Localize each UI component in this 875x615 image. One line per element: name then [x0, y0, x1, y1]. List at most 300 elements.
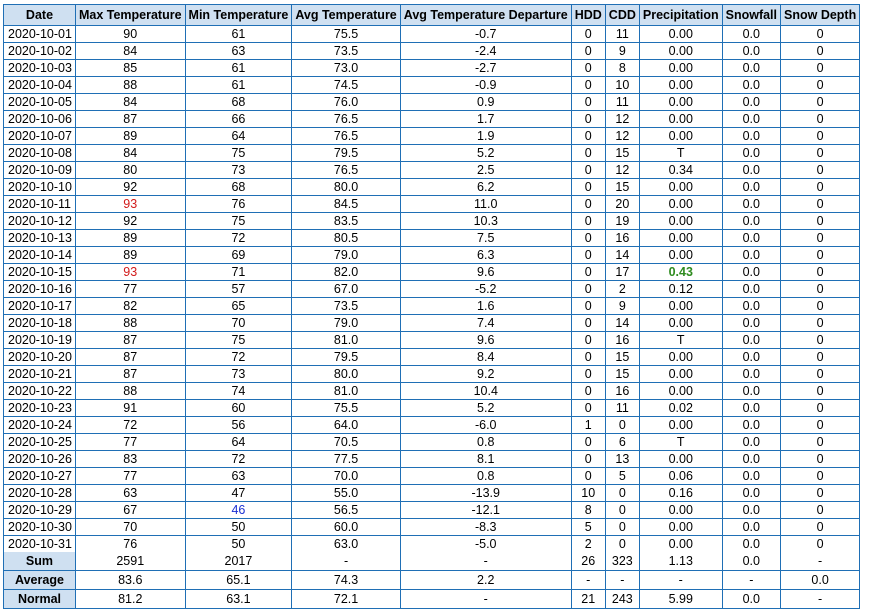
cell-min-temperature: 60 [186, 400, 293, 417]
cell-precipitation: 0.00 [640, 111, 723, 128]
cell-avg-temperature-departure: 0.9 [401, 94, 572, 111]
table-row [4, 179, 859, 196]
cell-snowfall: 0.0 [723, 298, 781, 315]
cell-max-temperature: 87 [76, 366, 186, 383]
cell-max-temperature: 67 [76, 502, 186, 519]
column-header-snow-depth: Snow Depth [781, 5, 859, 26]
cell-cdd: 9 [606, 43, 640, 60]
table-row [4, 128, 859, 145]
cell-snow-depth: 0 [781, 315, 859, 332]
cell-min-temperature: 61 [186, 26, 293, 43]
table-row [4, 77, 859, 94]
table-row [4, 162, 859, 179]
cell-hdd: 0 [572, 179, 606, 196]
cell-cdd: 0 [606, 536, 640, 552]
cell-snow-depth: 0 [781, 349, 859, 366]
cell-max-temperature: 85 [76, 60, 186, 77]
daily-climate-table [3, 4, 860, 609]
cell-precipitation: 0.00 [640, 298, 723, 315]
cell-avg-temperature: 81.0 [292, 383, 400, 400]
cell-max-temperature: 80 [76, 162, 186, 179]
cell-avg-temperature-departure: -6.0 [401, 417, 572, 434]
cell-snowfall: 0.0 [723, 451, 781, 468]
cell-hdd: 0 [572, 264, 606, 281]
table-row [4, 434, 859, 451]
cell-precipitation: 0.00 [640, 128, 723, 145]
cell-snow-depth: 0 [781, 162, 859, 179]
summary-cell-snowfall: 0.0 [723, 552, 781, 571]
summary-cell-avg-temperature-departure: 2.2 [401, 571, 572, 590]
cell-cdd: 20 [606, 196, 640, 213]
table-row [4, 298, 859, 315]
cell-snowfall: 0.0 [723, 43, 781, 60]
cell-date: 2020-10-08 [4, 145, 76, 162]
cell-cdd: 15 [606, 145, 640, 162]
cell-snow-depth: 0 [781, 60, 859, 77]
table-row [4, 349, 859, 366]
cell-avg-temperature-departure: -12.1 [401, 502, 572, 519]
cell-avg-temperature-departure: 6.2 [401, 179, 572, 196]
cell-precipitation: 0.00 [640, 349, 723, 366]
cell-cdd: 11 [606, 94, 640, 111]
table-row [4, 485, 859, 502]
cell-snowfall: 0.0 [723, 383, 781, 400]
summary-cell-snowfall: - [723, 571, 781, 590]
summary-label: Average [4, 571, 76, 590]
cell-avg-temperature-departure: 0.8 [401, 468, 572, 485]
cell-precipitation: 0.12 [640, 281, 723, 298]
column-header-avg-temperature-departure: Avg Temperature Departure [401, 5, 572, 26]
cell-hdd: 0 [572, 468, 606, 485]
cell-hdd: 0 [572, 196, 606, 213]
cell-snow-depth: 0 [781, 298, 859, 315]
cell-snow-depth: 0 [781, 111, 859, 128]
cell-avg-temperature-departure: 7.4 [401, 315, 572, 332]
cell-max-temperature: 93 [76, 196, 186, 213]
cell-date: 2020-10-15 [4, 264, 76, 281]
cell-hdd: 0 [572, 298, 606, 315]
column-header-cdd: CDD [606, 5, 640, 26]
cell-max-temperature: 76 [76, 536, 186, 552]
cell-precipitation: 0.00 [640, 230, 723, 247]
cell-snowfall: 0.0 [723, 94, 781, 111]
cell-precipitation: 0.00 [640, 196, 723, 213]
summary-cell-cdd: 323 [606, 552, 640, 571]
climate-table-container [3, 4, 860, 609]
cell-cdd: 0 [606, 417, 640, 434]
cell-hdd: 2 [572, 536, 606, 552]
cell-date: 2020-10-16 [4, 281, 76, 298]
cell-max-temperature: 72 [76, 417, 186, 434]
cell-snowfall: 0.0 [723, 213, 781, 230]
cell-avg-temperature-departure: -2.4 [401, 43, 572, 60]
cell-max-temperature: 82 [76, 298, 186, 315]
cell-avg-temperature: 73.5 [292, 298, 400, 315]
cell-avg-temperature: 64.0 [292, 417, 400, 434]
cell-max-temperature: 89 [76, 247, 186, 264]
cell-precipitation: 0.00 [640, 417, 723, 434]
cell-min-temperature: 76 [186, 196, 293, 213]
cell-snow-depth: 0 [781, 485, 859, 502]
summary-cell-snowfall: 0.0 [723, 590, 781, 608]
cell-min-temperature: 50 [186, 519, 293, 536]
table-row [4, 315, 859, 332]
cell-date: 2020-10-07 [4, 128, 76, 145]
cell-avg-temperature-departure: 8.1 [401, 451, 572, 468]
table-row [4, 213, 859, 230]
cell-min-temperature: 63 [186, 468, 293, 485]
cell-precipitation: 0.00 [640, 519, 723, 536]
cell-avg-temperature-departure: -0.9 [401, 77, 572, 94]
cell-avg-temperature: 79.5 [292, 145, 400, 162]
table-row [4, 400, 859, 417]
cell-min-temperature: 65 [186, 298, 293, 315]
table-row [4, 111, 859, 128]
summary-cell-precipitation: 1.13 [640, 552, 723, 571]
cell-snowfall: 0.0 [723, 60, 781, 77]
column-header-snowfall: Snowfall [723, 5, 781, 26]
cell-snow-depth: 0 [781, 264, 859, 281]
cell-avg-temperature: 77.5 [292, 451, 400, 468]
cell-hdd: 0 [572, 77, 606, 94]
cell-snowfall: 0.0 [723, 196, 781, 213]
cell-cdd: 12 [606, 162, 640, 179]
cell-cdd: 9 [606, 298, 640, 315]
cell-hdd: 0 [572, 366, 606, 383]
cell-date: 2020-10-23 [4, 400, 76, 417]
cell-avg-temperature-departure: 7.5 [401, 230, 572, 247]
cell-avg-temperature-departure: 9.6 [401, 332, 572, 349]
cell-date: 2020-10-27 [4, 468, 76, 485]
cell-hdd: 0 [572, 383, 606, 400]
cell-hdd: 0 [572, 128, 606, 145]
cell-avg-temperature: 76.5 [292, 111, 400, 128]
summary-cell-max-temperature: 81.2 [76, 590, 186, 608]
cell-snow-depth: 0 [781, 519, 859, 536]
cell-cdd: 17 [606, 264, 640, 281]
cell-precipitation: 0.00 [640, 43, 723, 60]
cell-max-temperature: 87 [76, 349, 186, 366]
cell-cdd: 8 [606, 60, 640, 77]
summary-cell-cdd: - [606, 571, 640, 590]
cell-snowfall: 0.0 [723, 230, 781, 247]
cell-min-temperature: 73 [186, 162, 293, 179]
cell-min-temperature: 72 [186, 230, 293, 247]
cell-cdd: 12 [606, 111, 640, 128]
table-row [4, 196, 859, 213]
cell-hdd: 0 [572, 145, 606, 162]
cell-snow-depth: 0 [781, 281, 859, 298]
cell-snow-depth: 0 [781, 451, 859, 468]
cell-precipitation: 0.00 [640, 451, 723, 468]
cell-cdd: 16 [606, 332, 640, 349]
cell-date: 2020-10-06 [4, 111, 76, 128]
summary-cell-avg-temperature: - [292, 552, 400, 571]
cell-snowfall: 0.0 [723, 162, 781, 179]
summary-cell-snow-depth: - [781, 552, 859, 571]
cell-snowfall: 0.0 [723, 434, 781, 451]
cell-max-temperature: 91 [76, 400, 186, 417]
cell-precipitation: 0.00 [640, 366, 723, 383]
cell-precipitation: 0.06 [640, 468, 723, 485]
cell-min-temperature: 69 [186, 247, 293, 264]
cell-min-temperature: 61 [186, 77, 293, 94]
cell-snowfall: 0.0 [723, 247, 781, 264]
daily-rows [4, 26, 859, 552]
cell-snow-depth: 0 [781, 94, 859, 111]
cell-date: 2020-10-12 [4, 213, 76, 230]
cell-precipitation: T [640, 434, 723, 451]
cell-avg-temperature: 79.0 [292, 315, 400, 332]
summary-cell-max-temperature: 2591 [76, 552, 186, 571]
column-header-precipitation: Precipitation [640, 5, 723, 26]
cell-min-temperature: 73 [186, 366, 293, 383]
cell-min-temperature: 74 [186, 383, 293, 400]
cell-date: 2020-10-03 [4, 60, 76, 77]
cell-date: 2020-10-19 [4, 332, 76, 349]
cell-avg-temperature: 56.5 [292, 502, 400, 519]
cell-avg-temperature: 70.0 [292, 468, 400, 485]
cell-avg-temperature: 75.5 [292, 26, 400, 43]
column-header-date: Date [4, 5, 76, 26]
cell-max-temperature: 84 [76, 94, 186, 111]
table-row [4, 264, 859, 281]
table-row [4, 230, 859, 247]
cell-avg-temperature: 74.5 [292, 77, 400, 94]
cell-hdd: 0 [572, 111, 606, 128]
cell-snowfall: 0.0 [723, 128, 781, 145]
table-row [4, 519, 859, 536]
cell-snow-depth: 0 [781, 417, 859, 434]
cell-precipitation: 0.00 [640, 26, 723, 43]
summary-rows [4, 552, 859, 608]
cell-avg-temperature: 84.5 [292, 196, 400, 213]
cell-avg-temperature-departure: -2.7 [401, 60, 572, 77]
cell-cdd: 15 [606, 366, 640, 383]
cell-cdd: 16 [606, 230, 640, 247]
cell-max-temperature: 88 [76, 77, 186, 94]
cell-snow-depth: 0 [781, 128, 859, 145]
cell-hdd: 0 [572, 451, 606, 468]
cell-cdd: 5 [606, 468, 640, 485]
cell-avg-temperature-departure: 8.4 [401, 349, 572, 366]
cell-snowfall: 0.0 [723, 332, 781, 349]
table-row [4, 247, 859, 264]
cell-snowfall: 0.0 [723, 417, 781, 434]
summary-cell-min-temperature: 2017 [186, 552, 293, 571]
cell-precipitation: 0.00 [640, 247, 723, 264]
summary-cell-avg-temperature-departure: - [401, 590, 572, 608]
summary-cell-min-temperature: 65.1 [186, 571, 293, 590]
cell-cdd: 13 [606, 451, 640, 468]
cell-precipitation: 0.00 [640, 213, 723, 230]
cell-date: 2020-10-20 [4, 349, 76, 366]
cell-min-temperature: 56 [186, 417, 293, 434]
cell-avg-temperature: 76.5 [292, 162, 400, 179]
cell-max-temperature: 70 [76, 519, 186, 536]
cell-avg-temperature: 79.0 [292, 247, 400, 264]
cell-snowfall: 0.0 [723, 519, 781, 536]
summary-cell-precipitation: - [640, 571, 723, 590]
cell-avg-temperature-departure: 10.4 [401, 383, 572, 400]
cell-snowfall: 0.0 [723, 502, 781, 519]
cell-snow-depth: 0 [781, 332, 859, 349]
table-row [4, 366, 859, 383]
column-header-min-temperature: Min Temperature [186, 5, 293, 26]
table-row [4, 332, 859, 349]
summary-cell-hdd: 26 [572, 552, 606, 571]
cell-avg-temperature: 55.0 [292, 485, 400, 502]
cell-hdd: 0 [572, 247, 606, 264]
cell-snow-depth: 0 [781, 179, 859, 196]
cell-precipitation: 0.43 [640, 264, 723, 281]
cell-snow-depth: 0 [781, 43, 859, 60]
cell-snow-depth: 0 [781, 213, 859, 230]
cell-avg-temperature-departure: 5.2 [401, 400, 572, 417]
cell-max-temperature: 89 [76, 128, 186, 145]
cell-cdd: 11 [606, 400, 640, 417]
cell-avg-temperature: 73.0 [292, 60, 400, 77]
cell-max-temperature: 87 [76, 111, 186, 128]
cell-avg-temperature-departure: 2.5 [401, 162, 572, 179]
cell-cdd: 12 [606, 128, 640, 145]
cell-avg-temperature-departure: 1.6 [401, 298, 572, 315]
cell-snow-depth: 0 [781, 434, 859, 451]
cell-precipitation: 0.00 [640, 536, 723, 552]
cell-hdd: 0 [572, 43, 606, 60]
cell-snowfall: 0.0 [723, 468, 781, 485]
cell-hdd: 1 [572, 417, 606, 434]
cell-min-temperature: 72 [186, 451, 293, 468]
cell-avg-temperature-departure: 9.6 [401, 264, 572, 281]
summary-cell-precipitation: 5.99 [640, 590, 723, 608]
cell-cdd: 15 [606, 349, 640, 366]
cell-precipitation: 0.00 [640, 315, 723, 332]
cell-date: 2020-10-30 [4, 519, 76, 536]
cell-snowfall: 0.0 [723, 485, 781, 502]
cell-date: 2020-10-24 [4, 417, 76, 434]
cell-snowfall: 0.0 [723, 536, 781, 552]
cell-date: 2020-10-17 [4, 298, 76, 315]
cell-precipitation: 0.00 [640, 502, 723, 519]
cell-avg-temperature: 79.5 [292, 349, 400, 366]
summary-cell-max-temperature: 83.6 [76, 571, 186, 590]
summary-cell-avg-temperature-departure: - [401, 552, 572, 571]
cell-avg-temperature: 80.5 [292, 230, 400, 247]
cell-min-temperature: 75 [186, 213, 293, 230]
cell-snow-depth: 0 [781, 196, 859, 213]
cell-hdd: 0 [572, 60, 606, 77]
cell-date: 2020-10-01 [4, 26, 76, 43]
cell-hdd: 0 [572, 94, 606, 111]
cell-date: 2020-10-22 [4, 383, 76, 400]
cell-date: 2020-10-10 [4, 179, 76, 196]
cell-date: 2020-10-25 [4, 434, 76, 451]
cell-precipitation: 0.16 [640, 485, 723, 502]
summary-cell-avg-temperature: 72.1 [292, 590, 400, 608]
cell-date: 2020-10-26 [4, 451, 76, 468]
cell-min-temperature: 66 [186, 111, 293, 128]
cell-snow-depth: 0 [781, 77, 859, 94]
cell-max-temperature: 92 [76, 213, 186, 230]
cell-hdd: 0 [572, 281, 606, 298]
cell-avg-temperature: 76.5 [292, 128, 400, 145]
cell-hdd: 0 [572, 230, 606, 247]
cell-min-temperature: 61 [186, 60, 293, 77]
cell-max-temperature: 77 [76, 468, 186, 485]
column-header-max-temperature: Max Temperature [76, 5, 186, 26]
cell-snowfall: 0.0 [723, 145, 781, 162]
table-row [4, 536, 859, 552]
cell-min-temperature: 46 [186, 502, 293, 519]
summary-label: Normal [4, 590, 76, 608]
summary-row-normal [4, 590, 859, 608]
cell-avg-temperature-departure: 1.7 [401, 111, 572, 128]
cell-min-temperature: 57 [186, 281, 293, 298]
summary-cell-min-temperature: 63.1 [186, 590, 293, 608]
cell-avg-temperature-departure: 5.2 [401, 145, 572, 162]
cell-cdd: 11 [606, 26, 640, 43]
cell-avg-temperature: 82.0 [292, 264, 400, 281]
cell-avg-temperature: 70.5 [292, 434, 400, 451]
cell-max-temperature: 88 [76, 315, 186, 332]
cell-avg-temperature-departure: -0.7 [401, 26, 572, 43]
cell-cdd: 10 [606, 77, 640, 94]
cell-date: 2020-10-13 [4, 230, 76, 247]
cell-hdd: 0 [572, 349, 606, 366]
cell-avg-temperature: 81.0 [292, 332, 400, 349]
cell-date: 2020-10-09 [4, 162, 76, 179]
cell-date: 2020-10-29 [4, 502, 76, 519]
cell-precipitation: 0.00 [640, 77, 723, 94]
cell-snow-depth: 0 [781, 366, 859, 383]
cell-cdd: 0 [606, 485, 640, 502]
cell-snowfall: 0.0 [723, 315, 781, 332]
column-header-avg-temperature: Avg Temperature [292, 5, 400, 26]
table-row [4, 94, 859, 111]
cell-snowfall: 0.0 [723, 77, 781, 94]
cell-precipitation: T [640, 145, 723, 162]
cell-cdd: 14 [606, 315, 640, 332]
cell-avg-temperature: 76.0 [292, 94, 400, 111]
cell-avg-temperature-departure: 0.8 [401, 434, 572, 451]
cell-avg-temperature: 80.0 [292, 179, 400, 196]
cell-precipitation: 0.00 [640, 94, 723, 111]
summary-cell-snow-depth: - [818, 592, 823, 606]
cell-snow-depth: 0 [816, 537, 824, 551]
table-row [4, 383, 859, 400]
cell-snow-depth: 0 [781, 26, 859, 43]
cell-cdd: 15 [606, 179, 640, 196]
cell-snowfall: 0.0 [723, 264, 781, 281]
cell-hdd: 5 [572, 519, 606, 536]
cell-snowfall: 0.0 [723, 281, 781, 298]
cell-avg-temperature-departure: 11.0 [401, 196, 572, 213]
cell-snowfall: 0.0 [723, 400, 781, 417]
cell-max-temperature: 84 [76, 43, 186, 60]
cell-date: 2020-10-28 [4, 485, 76, 502]
cell-min-temperature: 64 [186, 434, 293, 451]
cell-date: 2020-10-18 [4, 315, 76, 332]
table-row [4, 417, 859, 434]
cell-snow-depth: 0 [781, 230, 859, 247]
cell-cdd: 0 [606, 519, 640, 536]
cell-avg-temperature: 75.5 [292, 400, 400, 417]
cell-avg-temperature-departure: -5.2 [401, 281, 572, 298]
cell-snow-depth: 0 [781, 383, 859, 400]
cell-max-temperature: 84 [76, 145, 186, 162]
cell-precipitation: T [640, 332, 723, 349]
